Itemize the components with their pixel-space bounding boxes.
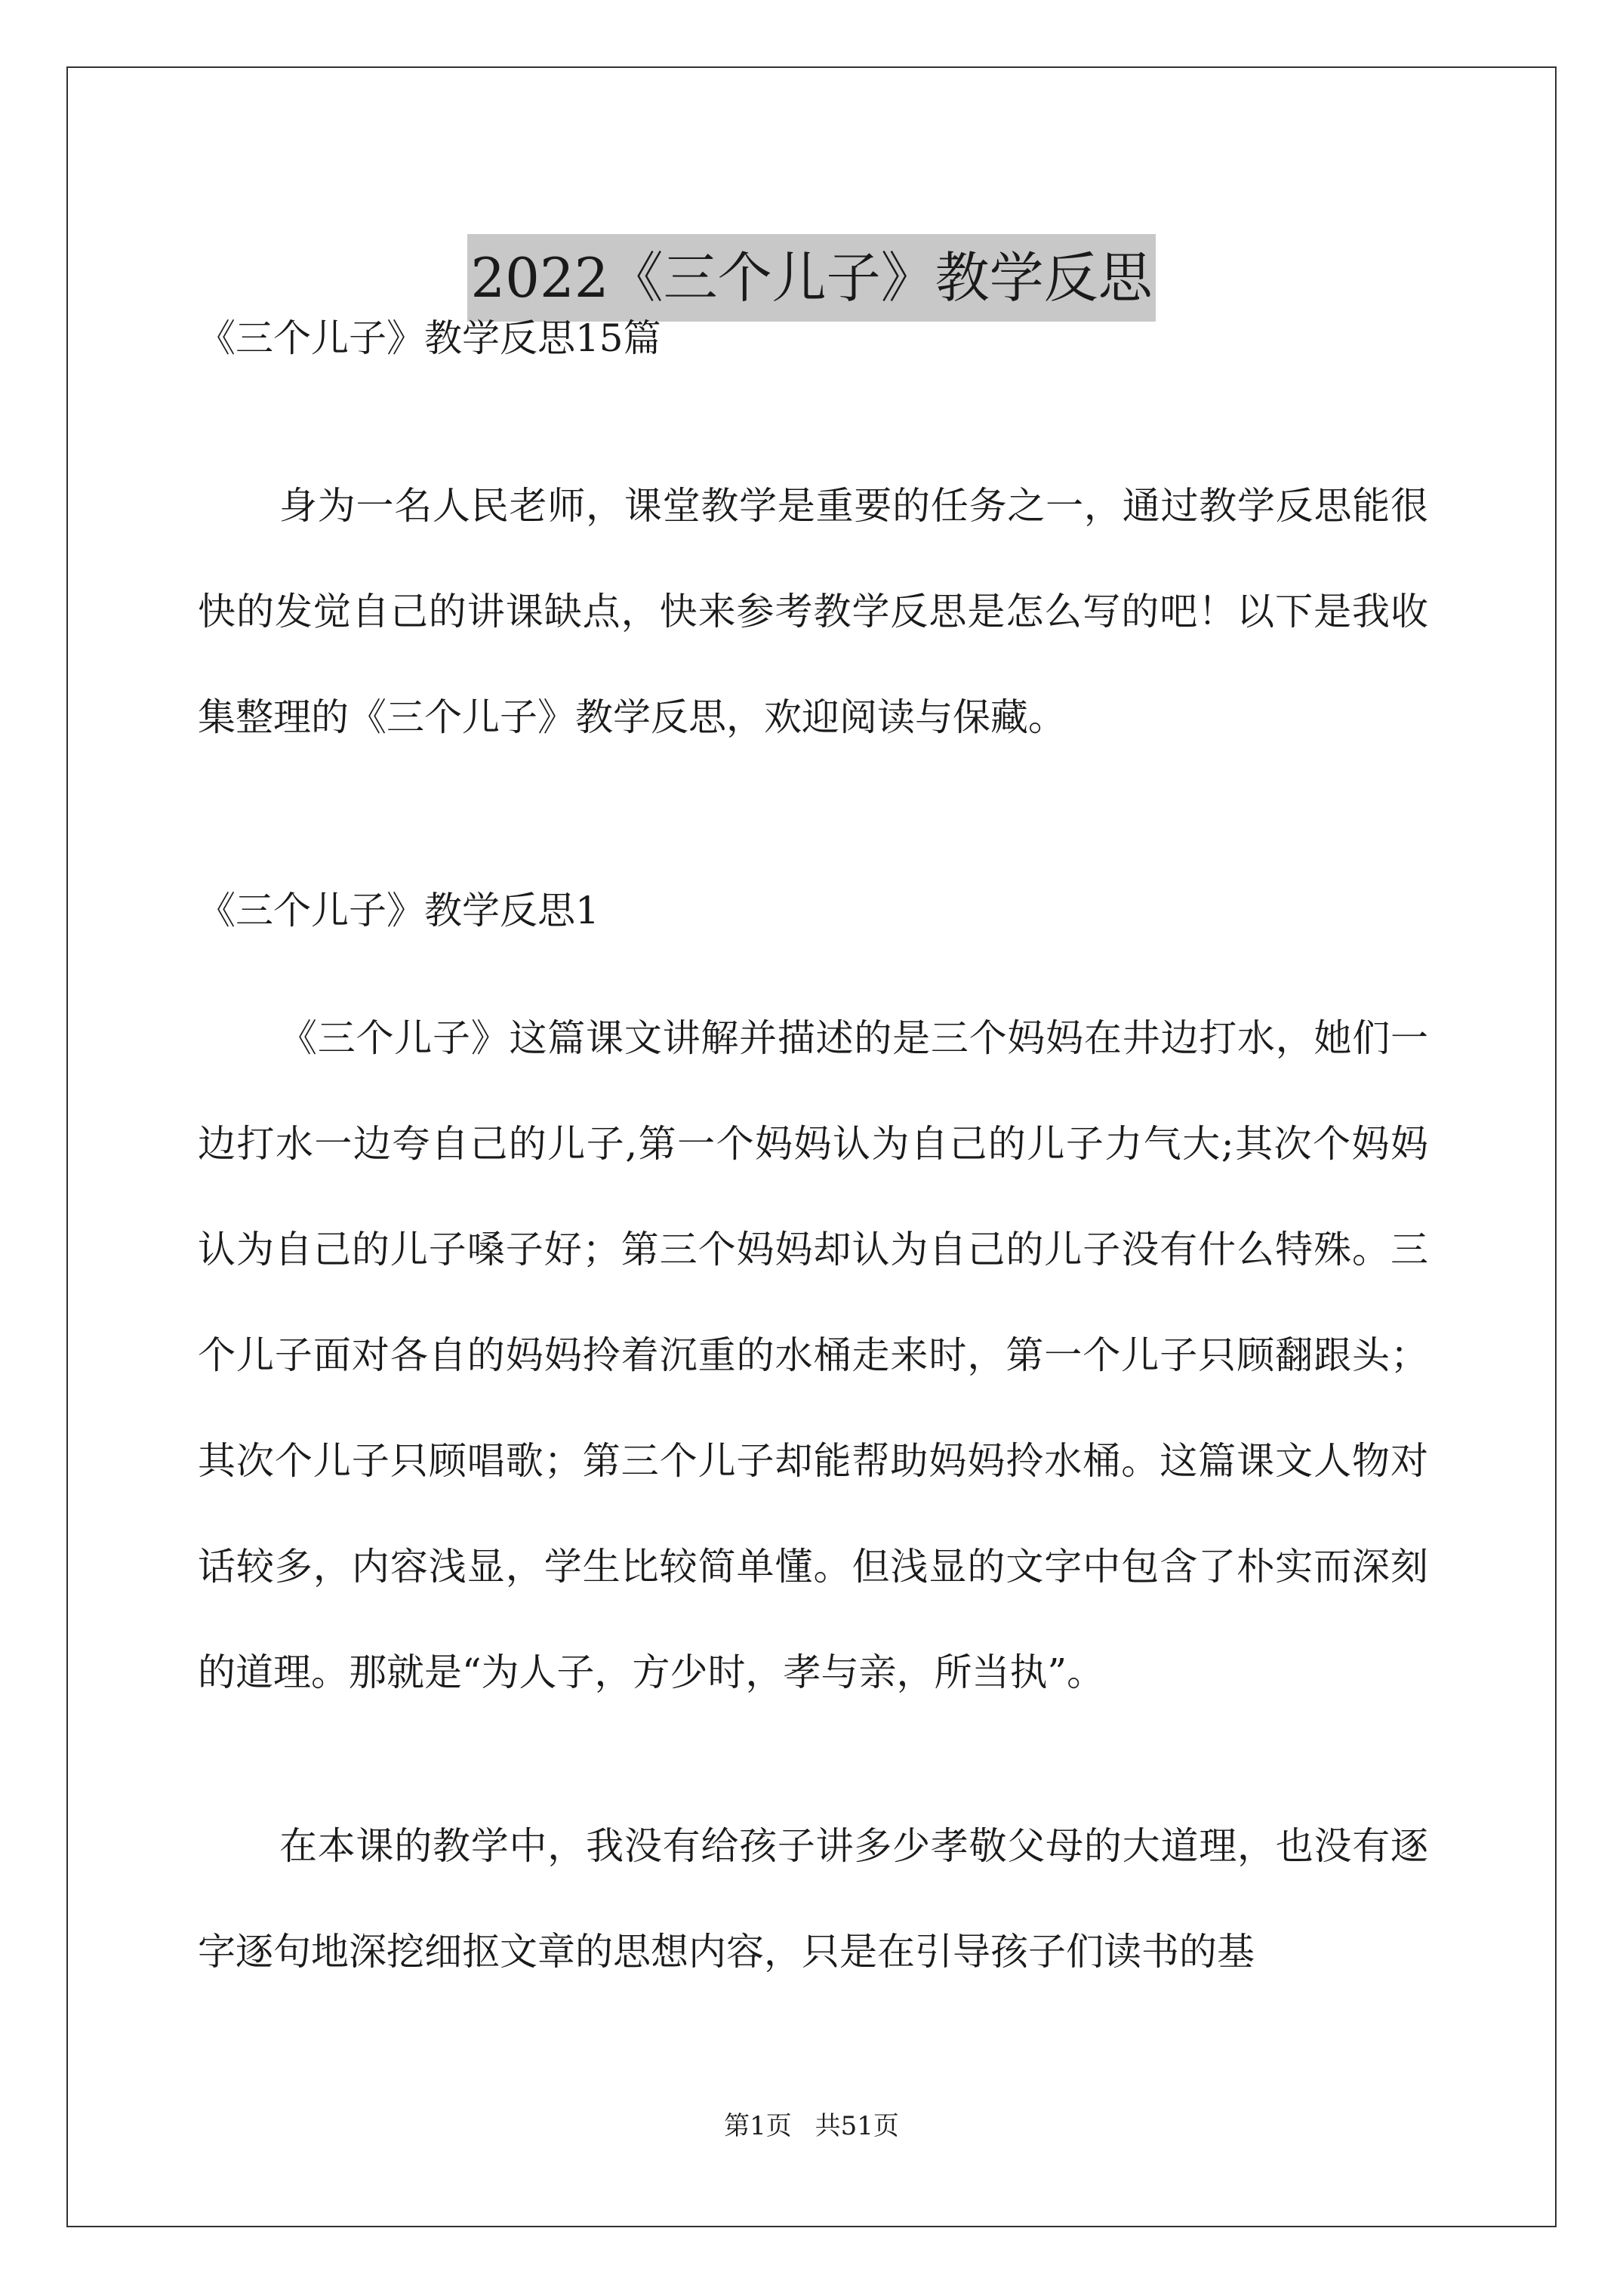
document-title: 2022《三个儿子》教学反思: [467, 234, 1155, 322]
page-footer: [0, 2108, 1623, 2144]
body-paragraph-2: 在本课的教学中，我没有给孩子讲多少孝敬父母的大道理，也没有逐字逐句地深挖细抠文章的思想内容，只是在引导孩子们读书的基: [198, 1824, 1428, 1974]
page-number: 第1页: [724, 2111, 792, 2141]
intro-paragraph: 身为一名人民老师，课堂教学是重要的任务之一，通过教学反思能很快的发觉自己的讲课缺点，快来参考教学反思是怎么写的吧！以下是我收集整理的《三个儿子》教学反思，欢迎阅读与保藏。: [198, 484, 1428, 739]
section-heading: 《三个儿子》教学反思1: [198, 889, 599, 932]
page-total: 共51页: [815, 2111, 899, 2141]
body-paragraph-1: 《三个儿子》这篇课文讲解并描述的是三个妈妈在井边打水，她们一边打水一边夸自己的儿子,第一个妈妈认为自己的儿子力气大;其次个妈妈认为自己的儿子嗓子好；第三个妈妈却认为自己的儿子没有什么特殊。三个儿子面对各自的妈妈拎着沉重的水桶走来时，第一个儿子只顾翻跟头；其次个儿子只顾唱歌；第三个儿子却能帮助妈妈拎水桶。这篇课文人物对话较多，内容浅显，学生比较简单懂。但浅显的文字中包含了朴实而深刻的道理。那就是“为人子，方少时，孝与亲，所当执”。: [198, 1016, 1428, 1694]
document-subtitle: 《三个儿子》教学反思15篇: [198, 316, 661, 360]
